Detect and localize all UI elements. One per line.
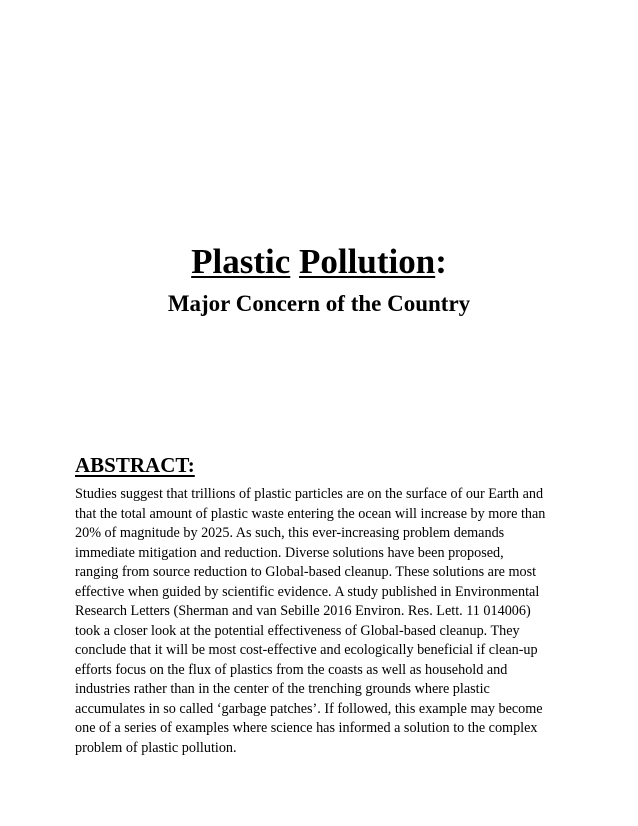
abstract-line: ranging from source reduction to Global-based cleanup. These solutions are most [75, 564, 537, 580]
abstract-line: that the total amount of plastic waste entering the ocean will increase by more than [75, 505, 546, 522]
document-subtitle: Major Concern of the Country [167, 291, 471, 316]
abstract-line: efforts focus on the flux of plastics from the coasts as well as household and [75, 661, 508, 678]
abstract-line: immediate mitigation and reduction. Diverse solutions have been proposed, [75, 544, 504, 561]
title-word-pollution: Pollution [299, 242, 436, 281]
abstract-heading: ABSTRACT: [75, 453, 195, 477]
abstract-line: 20% of magnitude by 2025. As such, this ever-increasing problem demands [75, 525, 505, 541]
abstract-line: one of a series of examples where science has informed a solution to the complex [75, 720, 538, 736]
title-space [290, 242, 299, 281]
title-colon: : [435, 242, 447, 281]
abstract-line: effective when guided by scientific evidence. A study published in Environmental [75, 583, 540, 600]
abstract-line: Research Letters (Sherman and van Sebille 2016 Environ. Res. Lett. 11 014006) [75, 603, 531, 619]
abstract-line: accumulates in so called ‘garbage patches’. If followed, this example may become [75, 700, 543, 717]
abstract-line: problem of plastic pollution. [75, 739, 237, 756]
abstract-line: industries rather than in the center of the trenching grounds where plastic [75, 681, 490, 697]
abstract-line: took a closer look at the potential effectiveness of Global-based cleanup. They [75, 622, 520, 639]
abstract-line: Studies suggest that trillions of plastic particles are on the surface of our Earth and [75, 486, 544, 502]
abstract-line: conclude that it will be most cost-effective and ecologically beneficial if clean-up [75, 642, 538, 658]
abstract-body [75, 485, 571, 758]
document-title [0, 241, 638, 283]
title-word-plastic: Plastic [191, 242, 291, 281]
